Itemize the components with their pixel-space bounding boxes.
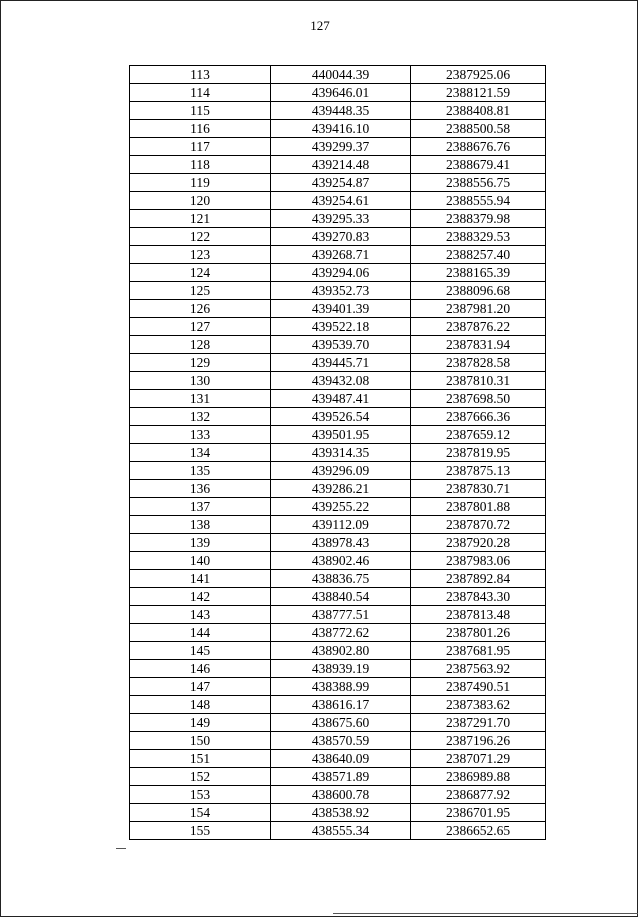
y-coordinate-cell: 2387801.26: [411, 624, 546, 642]
x-coordinate-cell: 439268.71: [271, 246, 411, 264]
x-coordinate-cell: 438675.60: [271, 714, 411, 732]
y-coordinate-cell: 2387666.36: [411, 408, 546, 426]
x-coordinate-cell: 438902.80: [271, 642, 411, 660]
point-number-cell: 115: [130, 102, 271, 120]
y-coordinate-cell: 2387843.30: [411, 588, 546, 606]
point-number-cell: 141: [130, 570, 271, 588]
table-row: [130, 678, 546, 696]
y-coordinate-cell: 2388379.98: [411, 210, 546, 228]
x-coordinate-cell: 438772.62: [271, 624, 411, 642]
point-number-cell: 137: [130, 498, 271, 516]
y-coordinate-cell: 2387196.26: [411, 732, 546, 750]
x-coordinate-cell: 438978.43: [271, 534, 411, 552]
y-coordinate-cell: 2388555.94: [411, 192, 546, 210]
table-row: [130, 714, 546, 732]
x-coordinate-cell: 439314.35: [271, 444, 411, 462]
x-coordinate-cell: 439646.01: [271, 84, 411, 102]
y-coordinate-cell: 2388329.53: [411, 228, 546, 246]
y-coordinate-cell: 2387876.22: [411, 318, 546, 336]
table-row: [130, 426, 546, 444]
table-row: [130, 282, 546, 300]
y-coordinate-cell: 2387830.71: [411, 480, 546, 498]
y-coordinate-cell: 2388165.39: [411, 264, 546, 282]
table-row: [130, 624, 546, 642]
x-coordinate-cell: 439299.37: [271, 138, 411, 156]
bottom-edge-line: [333, 913, 638, 914]
x-coordinate-cell: 438388.99: [271, 678, 411, 696]
x-coordinate-cell: 439501.95: [271, 426, 411, 444]
x-coordinate-cell: 438902.46: [271, 552, 411, 570]
point-number-cell: 118: [130, 156, 271, 174]
x-coordinate-cell: 439254.87: [271, 174, 411, 192]
x-coordinate-cell: 439352.73: [271, 282, 411, 300]
point-number-cell: 133: [130, 426, 271, 444]
x-coordinate-cell: 439255.22: [271, 498, 411, 516]
coordinates-table: [129, 65, 546, 840]
point-number-cell: 124: [130, 264, 271, 282]
y-coordinate-cell: 2387490.51: [411, 678, 546, 696]
table-row: [130, 120, 546, 138]
point-number-cell: 145: [130, 642, 271, 660]
point-number-cell: 152: [130, 768, 271, 786]
table-row: [130, 804, 546, 822]
point-number-cell: 125: [130, 282, 271, 300]
x-coordinate-cell: 439254.61: [271, 192, 411, 210]
x-coordinate-cell: 438777.51: [271, 606, 411, 624]
table-row: [130, 696, 546, 714]
x-coordinate-cell: 438840.54: [271, 588, 411, 606]
point-number-cell: 131: [130, 390, 271, 408]
table-row: [130, 642, 546, 660]
y-coordinate-cell: 2388679.41: [411, 156, 546, 174]
point-number-cell: 155: [130, 822, 271, 840]
point-number-cell: 127: [130, 318, 271, 336]
y-coordinate-cell: 2388121.59: [411, 84, 546, 102]
table-row: [130, 318, 546, 336]
point-number-cell: 116: [130, 120, 271, 138]
point-number-cell: 120: [130, 192, 271, 210]
point-number-cell: 139: [130, 534, 271, 552]
table-row: [130, 174, 546, 192]
table-row: [130, 516, 546, 534]
point-number-cell: 129: [130, 354, 271, 372]
table-row: [130, 732, 546, 750]
point-number-cell: 140: [130, 552, 271, 570]
coordinates-table-body: [130, 66, 546, 840]
table-row: [130, 336, 546, 354]
x-coordinate-cell: 439522.18: [271, 318, 411, 336]
y-coordinate-cell: 2388257.40: [411, 246, 546, 264]
table-row: [130, 606, 546, 624]
table-row: [130, 372, 546, 390]
x-coordinate-cell: 438571.89: [271, 768, 411, 786]
point-number-cell: 146: [130, 660, 271, 678]
x-coordinate-cell: 439294.06: [271, 264, 411, 282]
table-row: [130, 300, 546, 318]
point-number-cell: 153: [130, 786, 271, 804]
y-coordinate-cell: 2387383.62: [411, 696, 546, 714]
y-coordinate-cell: 2387801.88: [411, 498, 546, 516]
point-number-cell: 147: [130, 678, 271, 696]
point-number-cell: 143: [130, 606, 271, 624]
y-coordinate-cell: 2388096.68: [411, 282, 546, 300]
x-coordinate-cell: 438939.19: [271, 660, 411, 678]
table-row: [130, 390, 546, 408]
table-row: [130, 210, 546, 228]
y-coordinate-cell: 2387870.72: [411, 516, 546, 534]
point-number-cell: 121: [130, 210, 271, 228]
x-coordinate-cell: 438538.92: [271, 804, 411, 822]
x-coordinate-cell: 438836.75: [271, 570, 411, 588]
y-coordinate-cell: 2387828.58: [411, 354, 546, 372]
y-coordinate-cell: 2388676.76: [411, 138, 546, 156]
x-coordinate-cell: 438640.09: [271, 750, 411, 768]
y-coordinate-cell: 2388500.58: [411, 120, 546, 138]
x-coordinate-cell: 439270.83: [271, 228, 411, 246]
point-number-cell: 132: [130, 408, 271, 426]
point-number-cell: 134: [130, 444, 271, 462]
x-coordinate-cell: 439432.08: [271, 372, 411, 390]
y-coordinate-cell: 2387698.50: [411, 390, 546, 408]
table-row: [130, 408, 546, 426]
table-row: [130, 462, 546, 480]
point-number-cell: 151: [130, 750, 271, 768]
point-number-cell: 144: [130, 624, 271, 642]
table-row: [130, 102, 546, 120]
y-coordinate-cell: 2386989.88: [411, 768, 546, 786]
point-number-cell: 154: [130, 804, 271, 822]
point-number-cell: 148: [130, 696, 271, 714]
y-coordinate-cell: 2387071.29: [411, 750, 546, 768]
table-row: [130, 570, 546, 588]
point-number-cell: 142: [130, 588, 271, 606]
x-coordinate-cell: 439214.48: [271, 156, 411, 174]
x-coordinate-cell: 439296.09: [271, 462, 411, 480]
x-coordinate-cell: 439448.35: [271, 102, 411, 120]
x-coordinate-cell: 440044.39: [271, 66, 411, 84]
table-row: [130, 750, 546, 768]
point-number-cell: 138: [130, 516, 271, 534]
table-row: [130, 246, 546, 264]
x-coordinate-cell: 438616.17: [271, 696, 411, 714]
y-coordinate-cell: 2387831.94: [411, 336, 546, 354]
y-coordinate-cell: 2386652.65: [411, 822, 546, 840]
y-coordinate-cell: 2387981.20: [411, 300, 546, 318]
table-row: [130, 822, 546, 840]
x-coordinate-cell: 439445.71: [271, 354, 411, 372]
x-coordinate-cell: 439526.54: [271, 408, 411, 426]
margin-mark: [116, 848, 126, 849]
x-coordinate-cell: 438600.78: [271, 786, 411, 804]
x-coordinate-cell: 439401.39: [271, 300, 411, 318]
x-coordinate-cell: 439112.09: [271, 516, 411, 534]
y-coordinate-cell: 2386877.92: [411, 786, 546, 804]
point-number-cell: 150: [130, 732, 271, 750]
table-row: [130, 228, 546, 246]
page-number: 127: [310, 18, 330, 33]
y-coordinate-cell: 2387875.13: [411, 462, 546, 480]
point-number-cell: 136: [130, 480, 271, 498]
point-number-cell: 130: [130, 372, 271, 390]
y-coordinate-cell: 2387810.31: [411, 372, 546, 390]
point-number-cell: 149: [130, 714, 271, 732]
y-coordinate-cell: 2387819.95: [411, 444, 546, 462]
table-row: [130, 480, 546, 498]
table-row: [130, 156, 546, 174]
y-coordinate-cell: 2387659.12: [411, 426, 546, 444]
y-coordinate-cell: 2387681.95: [411, 642, 546, 660]
y-coordinate-cell: 2387563.92: [411, 660, 546, 678]
x-coordinate-cell: 438570.59: [271, 732, 411, 750]
point-number-cell: 122: [130, 228, 271, 246]
y-coordinate-cell: 2387892.84: [411, 570, 546, 588]
y-coordinate-cell: 2386701.95: [411, 804, 546, 822]
x-coordinate-cell: 438555.34: [271, 822, 411, 840]
x-coordinate-cell: 439539.70: [271, 336, 411, 354]
point-number-cell: 135: [130, 462, 271, 480]
x-coordinate-cell: 439295.33: [271, 210, 411, 228]
table-row: [130, 354, 546, 372]
point-number-cell: 128: [130, 336, 271, 354]
point-number-cell: 113: [130, 66, 271, 84]
table-row: [130, 786, 546, 804]
table-row: [130, 660, 546, 678]
point-number-cell: 114: [130, 84, 271, 102]
table-row: [130, 264, 546, 282]
table-row: [130, 192, 546, 210]
y-coordinate-cell: 2388556.75: [411, 174, 546, 192]
x-coordinate-cell: 439416.10: [271, 120, 411, 138]
table-row: [130, 768, 546, 786]
y-coordinate-cell: 2388408.81: [411, 102, 546, 120]
x-coordinate-cell: 439286.21: [271, 480, 411, 498]
y-coordinate-cell: 2387983.06: [411, 552, 546, 570]
point-number-cell: 117: [130, 138, 271, 156]
table-row: [130, 66, 546, 84]
point-number-cell: 123: [130, 246, 271, 264]
y-coordinate-cell: 2387925.06: [411, 66, 546, 84]
table-row: [130, 534, 546, 552]
table-row: [130, 588, 546, 606]
point-number-cell: 126: [130, 300, 271, 318]
table-row: [130, 138, 546, 156]
y-coordinate-cell: 2387813.48: [411, 606, 546, 624]
table-row: [130, 444, 546, 462]
x-coordinate-cell: 439487.41: [271, 390, 411, 408]
y-coordinate-cell: 2387920.28: [411, 534, 546, 552]
y-coordinate-cell: 2387291.70: [411, 714, 546, 732]
table-row: [130, 552, 546, 570]
point-number-cell: 119: [130, 174, 271, 192]
table-row: [130, 498, 546, 516]
table-row: [130, 84, 546, 102]
